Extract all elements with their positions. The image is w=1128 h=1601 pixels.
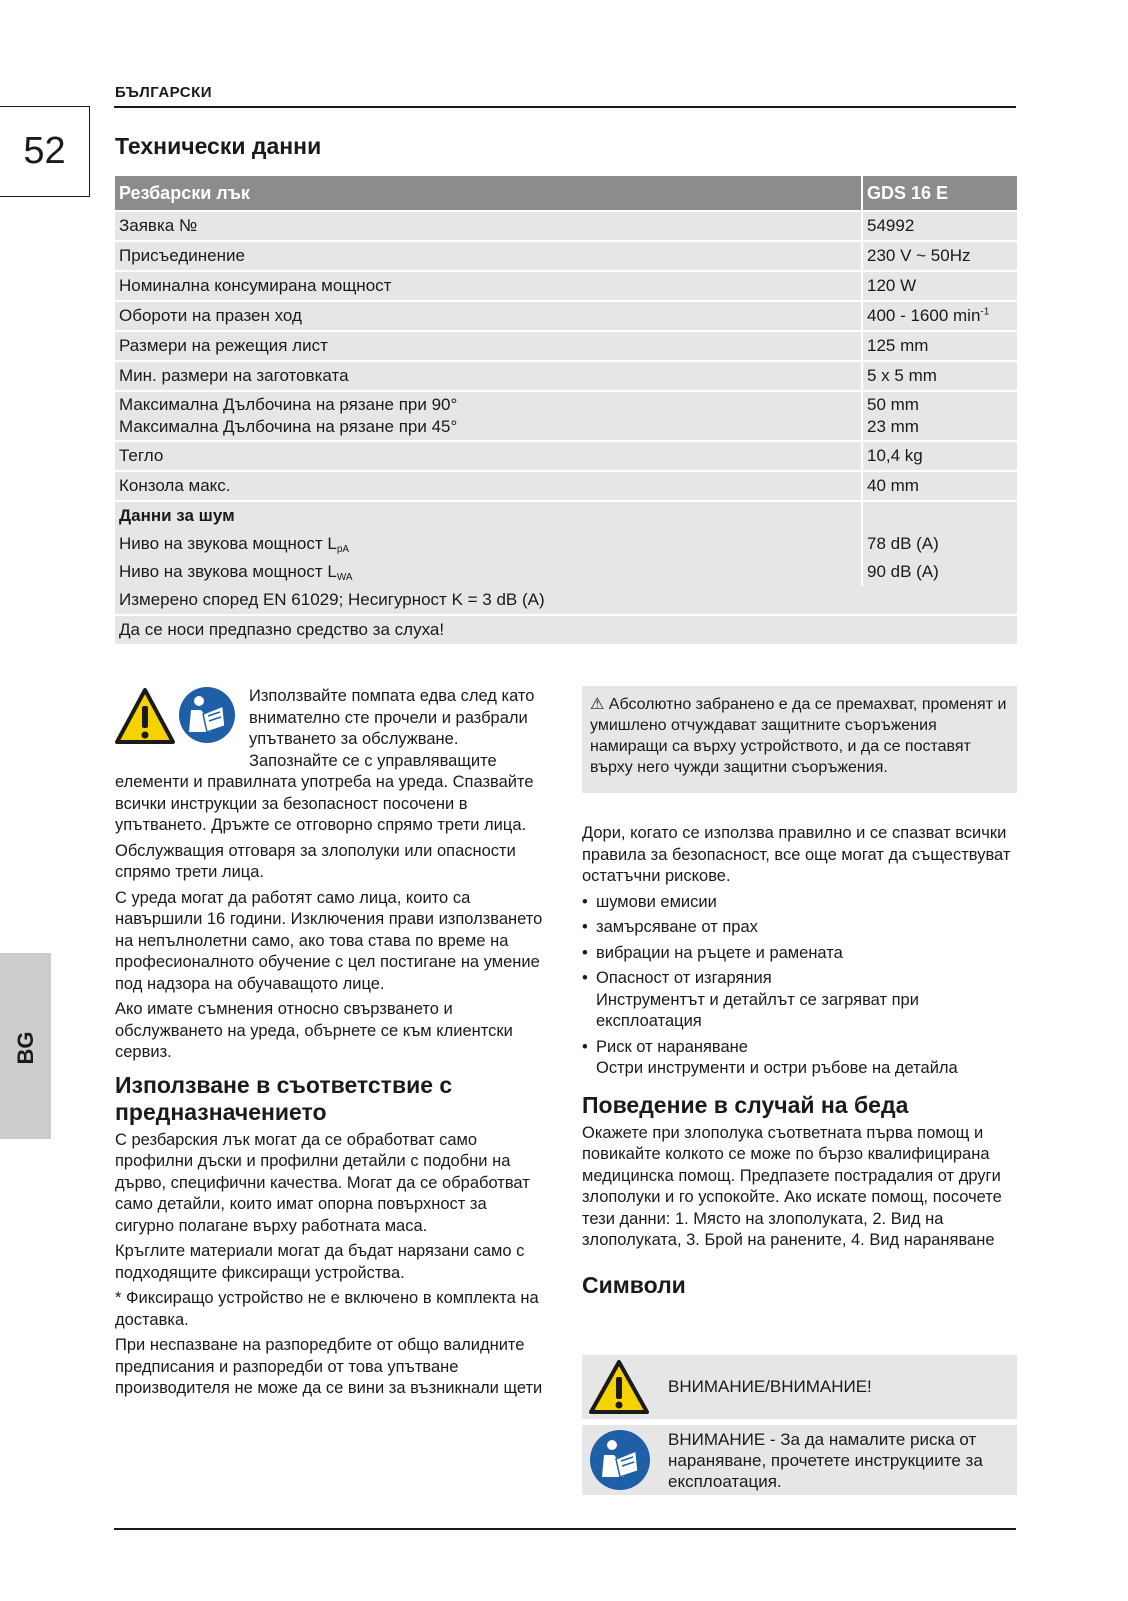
- table-row: [115, 302, 1017, 332]
- risk-text: шумови емисии: [596, 892, 717, 911]
- risk-text: замърсяване от прах: [596, 918, 758, 936]
- cut-depth-90-label: Максимална Дълбочина на рязане при 90°: [119, 395, 458, 414]
- tech-data-table: [115, 176, 1017, 646]
- fixture-note: * Фиксиращо устройство не е включено в комплекта на доставка.: [115, 1289, 539, 1329]
- table-header-model: GDS 16 E: [861, 176, 1017, 212]
- table-row: [115, 392, 1017, 442]
- header-rule: [114, 106, 1016, 108]
- symbol-row-manual: [582, 1425, 1017, 1495]
- symbols-heading: Символи: [582, 1271, 686, 1298]
- risk-detail: Инструментът и детайлът се загряват при експлоатация: [596, 990, 919, 1030]
- row-value: 10,4 kg: [861, 442, 1017, 472]
- safety-icons: [115, 686, 245, 752]
- lwa-value: 90 dB (A): [861, 558, 1017, 586]
- cut-depth-45-value: 23 mm: [867, 417, 919, 436]
- noise-heading-row: [115, 502, 1017, 530]
- list-item: [582, 917, 1017, 939]
- cut-depth-90-value: 50 mm: [867, 395, 919, 414]
- list-item: [582, 968, 1017, 1033]
- table-header-row: [115, 176, 1017, 212]
- row-label: Мин. размери на заготовката: [115, 362, 861, 392]
- risk-text: • Опасност от изгаряния: [596, 969, 772, 987]
- page-title: Технически данни: [115, 133, 322, 159]
- list-item: [582, 1037, 1017, 1080]
- empty-cell: [861, 502, 1017, 530]
- read-manual-icon: [588, 1429, 652, 1491]
- service-paragraph: Ако имате съмнения относно свързването и обслужването на уреда, обърнете се към клиентски сервиз.: [115, 1000, 513, 1061]
- left-column: [115, 686, 550, 1404]
- row-value: [861, 392, 1017, 442]
- row-value: 125 mm: [861, 332, 1017, 362]
- table-row: [115, 558, 1017, 586]
- symbol-warning-text: ВНИМАНИЕ/ВНИМАНИЕ!: [668, 1377, 872, 1396]
- risk-list: [582, 892, 1017, 1080]
- row-value: 120 W: [861, 272, 1017, 302]
- table-row: [115, 362, 1017, 392]
- table-row: [115, 212, 1017, 242]
- lwa-label: Ниво на звукова мощност L: [119, 561, 337, 581]
- table-header-label: Резбарски лък: [115, 176, 861, 212]
- symbol-manual-text: ВНИМАНИЕ - За да намалите риска от нараняване, прочетете инструкциите за експлоатация.: [668, 1430, 983, 1491]
- list-item: [582, 892, 1017, 914]
- row-label: [115, 530, 861, 558]
- responsibility-paragraph: Обслужващия отговаря за злополуки или опасности спрямо трети лица.: [115, 841, 516, 881]
- warning-and-manual-icons: [115, 686, 245, 748]
- table-row: [115, 586, 1017, 616]
- table-row: [115, 332, 1017, 362]
- table-row: [115, 442, 1017, 472]
- intended-use-heading: Използване в съответствие с предназначението: [115, 1071, 453, 1125]
- warning-triangle-icon: [117, 690, 173, 742]
- warning-triangle-icon: [588, 1359, 650, 1415]
- footer-rule: [114, 1528, 1016, 1530]
- row-label: Конзола макс.: [115, 472, 861, 502]
- row-label: Тегло: [115, 442, 861, 472]
- language-side-tab: [0, 953, 51, 1139]
- tamper-warning-text: Абсолютно забранено е да се премахват, променят и умишлено отчуждават защитните съоръжения намиращи са върху устройството, и да се поставят върху него чужди защитни съоръжения.: [590, 696, 1007, 776]
- intro-paragraph: Използвайте помпата едва след като внимателно сте прочели и разбрали упътването за обслужване. Запознайте се с управляващите елементи и правилната употреба на уреда. Спазвайте всички инструкции за безопасност посочени в упътването. Дръжте се отговорно спрямо трети лица.: [115, 687, 535, 834]
- list-item: [582, 943, 1017, 965]
- row-label: [115, 392, 861, 442]
- page-number: 52: [0, 106, 90, 197]
- row-value: 40 mm: [861, 472, 1017, 502]
- liability-paragraph: При неспазване на разпоредбите от общо валидните предписания и разпоредби от това упътване производителя не може да се вини за възникнали щети: [115, 1336, 543, 1397]
- residual-risk-paragraph: Дори, когато се използва правилно и се спазват всички правила за безопасност, все още могат да съществуват остатъчни рискове.: [582, 824, 1011, 885]
- table-row: [115, 472, 1017, 502]
- warning-triangle-icon: ⚠︎: [590, 696, 609, 713]
- round-material-paragraph: Кръглите материали могат да бъдат нарязани само с подходящите фиксиращи устройства.: [115, 1242, 525, 1282]
- noise-heading: Данни за шум: [115, 502, 861, 530]
- lpa-subscript: pA: [336, 543, 350, 555]
- table-row: [115, 242, 1017, 272]
- tamper-warning-box: [582, 686, 1017, 793]
- speed-value: 400 - 1600 min: [867, 306, 981, 325]
- cut-depth-45-label: Максимална Дълбочина на рязане при 45°: [119, 417, 458, 436]
- speed-unit-exponent: -1: [980, 306, 990, 318]
- row-value: 5 x 5 mm: [861, 362, 1017, 392]
- table-row: [115, 616, 1017, 646]
- row-label: [115, 558, 861, 586]
- read-manual-icon: [179, 687, 235, 743]
- language-label: БЪЛГАРСКИ: [115, 84, 213, 101]
- lpa-label: Ниво на звукова мощност L: [119, 533, 337, 553]
- row-value: [861, 302, 1017, 332]
- table-row: [115, 272, 1017, 302]
- symbol-row-warning: [582, 1355, 1017, 1419]
- lwa-subscript: WA: [336, 571, 353, 583]
- ear-protection-note: Да се носи предпазно средство за слуха!: [115, 616, 1017, 646]
- row-label: Размери на режещия лист: [115, 332, 861, 362]
- risk-detail: Остри инструменти и остри ръбове на детайла: [596, 1059, 958, 1077]
- row-value: 54992: [861, 212, 1017, 242]
- intended-use-paragraph: С резбарския лък могат да се обработват само профилни дъски и профилни детайли с подобни на дърво, специфични качества. Могат да се обработват само детайли, които имат опорна повърхност за сигурно полагане върху работната маса.: [115, 1130, 530, 1235]
- emergency-paragraph: Окажете при злополука съответната първа помощ и повикайте колкото се може по бързо квалифицирана медицинска помощ. Предпазете пострадалия от други злополуки и го успокойте. Ако искате помощ, посочете тези данни: 1. Място на злополуката, 2. Вид на злополуката, 3. Брой на ранените, 4. Вид нараняване: [582, 1123, 1002, 1249]
- risk-text: • Риск от нараняване: [596, 1037, 748, 1056]
- row-label: Обороти на празен ход: [115, 302, 861, 332]
- age-paragraph: С уреда могат да работят само лица, които са навършили 16 години. Изключения прави използването на непълнолетни само, ако това става по време на професионалното обучение с цел постигане на умение под надзора на обучаващото лице.: [115, 888, 543, 993]
- lpa-value: 78 dB (A): [861, 530, 1017, 558]
- right-column: [582, 823, 1017, 1303]
- row-value: 230 V ~ 50Hz: [861, 242, 1017, 272]
- side-tab-label: BG: [13, 1031, 38, 1065]
- measurement-note: Измерено според EN 61029; Несигурност K = 3 dB (A): [115, 586, 1017, 616]
- table-row: [115, 530, 1017, 558]
- row-label: Присъединение: [115, 242, 861, 272]
- emergency-heading: Поведение в случай на беда: [582, 1091, 909, 1118]
- row-label: Заявка №: [115, 212, 861, 242]
- risk-text: вибрации на ръцете и рамената: [596, 943, 843, 962]
- row-label: Номинална консумирана мощност: [115, 272, 861, 302]
